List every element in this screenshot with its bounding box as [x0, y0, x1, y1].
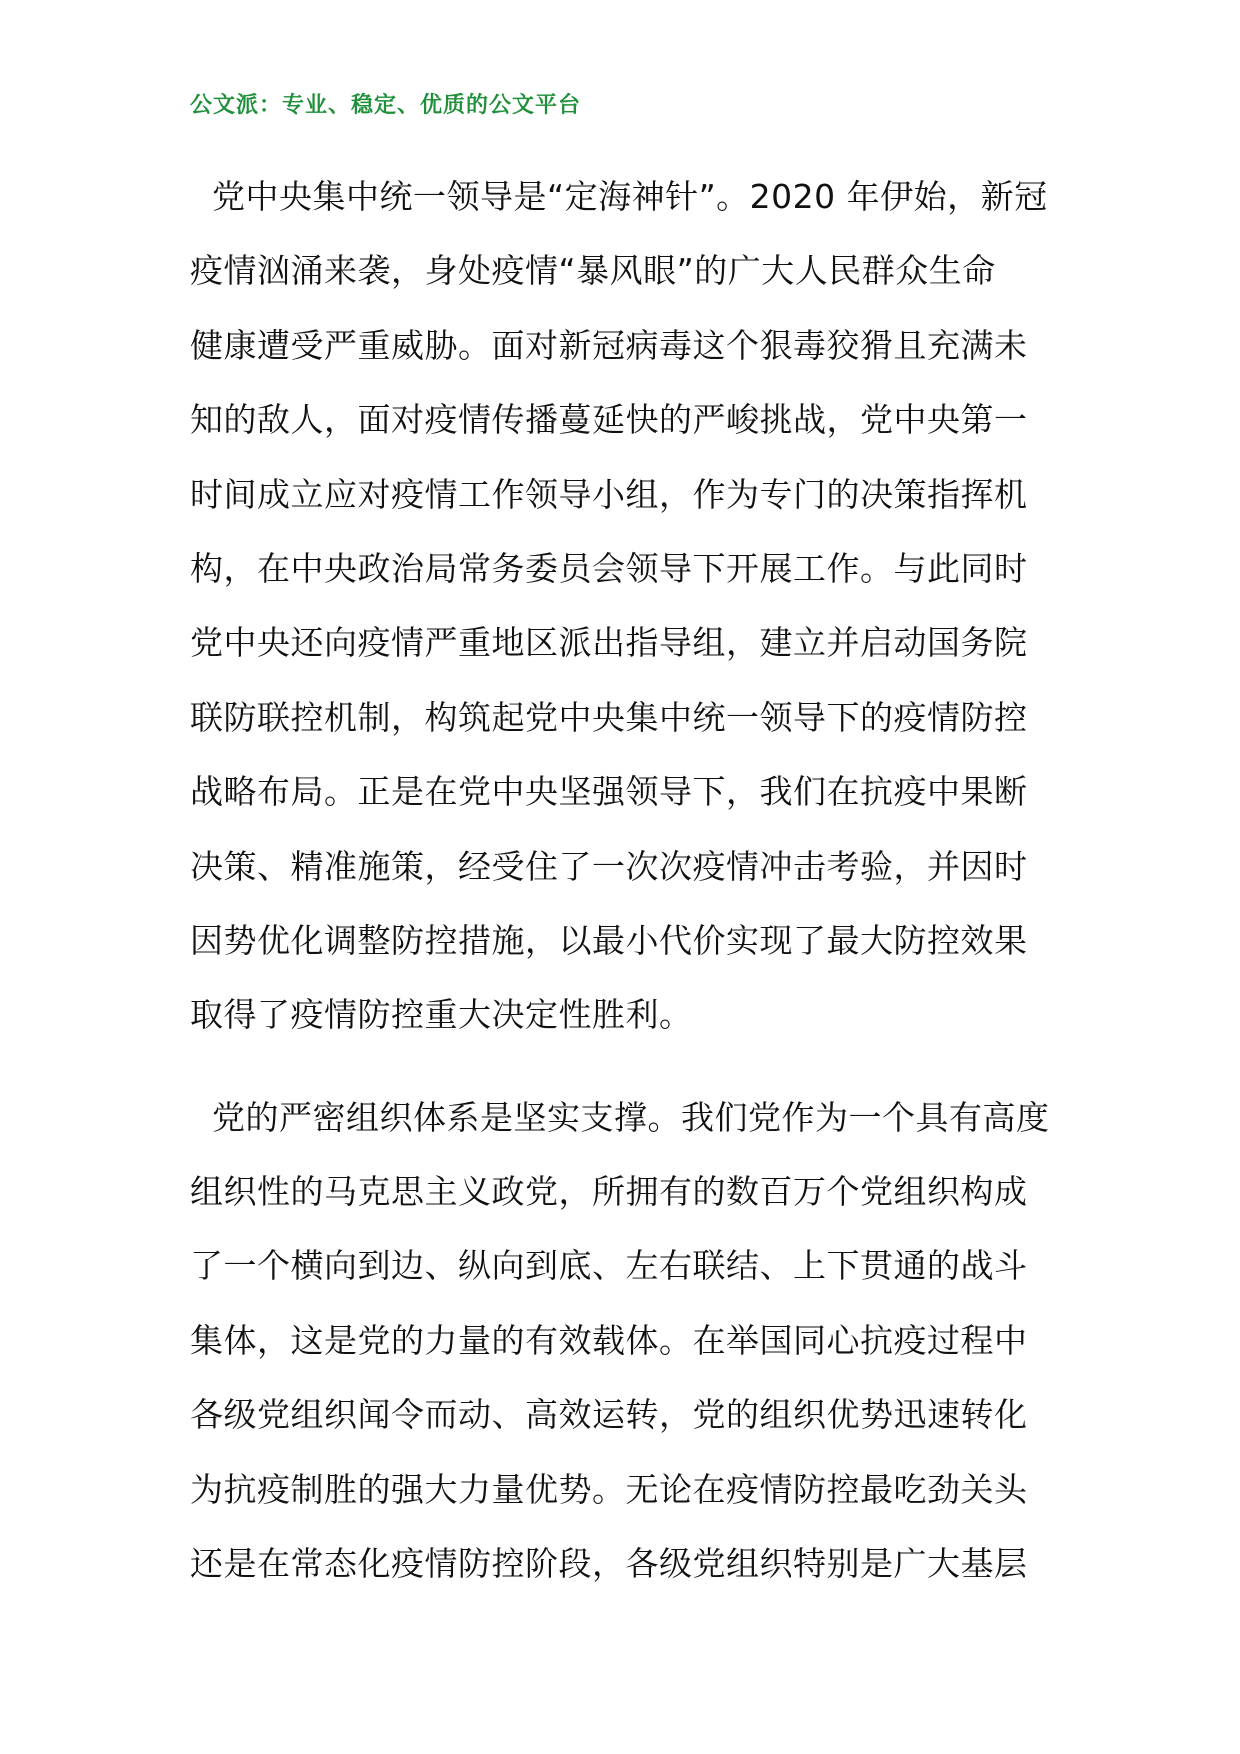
paragraph-1 [190, 160, 1050, 1053]
text-line: 为抗疫制胜的强大力量优势。无论在疫情防控最吃劲关头 [190, 1469, 1028, 1509]
text-line: 取得了疫情防控重大决定性胜利。 [190, 995, 693, 1035]
text-line: 时间成立应对疫情工作领导小组，作为专门的决策指挥机 [190, 474, 1028, 514]
text-line: 构，在中央政治局常务委员会领导下开展工作。与此同时 [190, 548, 1028, 588]
text-line: 因势优化调整防控措施，以最小代价实现了最大防控效果 [190, 920, 1028, 960]
text-line: 党中央集中统一领导是“定海神针”。2020 年伊始，新冠 [190, 177, 1048, 216]
text-line: 还是在常态化疫情防控阶段，各级党组织特别是广大基层 [190, 1544, 1028, 1584]
paragraph-2 [190, 1081, 1050, 1602]
text-line: 党中央还向疫情严重地区派出指导组，建立并启动国务院 [190, 623, 1028, 663]
text-line: 各级党组织闻令而动、高效运转，党的组织优势迅速转化 [190, 1395, 1028, 1435]
site-header-title: 公文派：专业、稳定、优质的公文平台 [190, 93, 582, 118]
text-line: 决策、精准施策，经受住了一次次疫情冲击考验，并因时 [190, 846, 1028, 886]
text-line: 集体，这是党的力量的有效载体。在举国同心抗疫过程中 [190, 1320, 1028, 1360]
text-line: 知的敌人，面对疫情传播蔓延快的严峻挑战，党中央第一 [190, 400, 1028, 440]
text-line: 组织性的马克思主义政党，所拥有的数百万个党组织构成 [190, 1172, 1028, 1212]
text-line: 战略布局。正是在党中央坚强领导下，我们在抗疫中果断 [190, 772, 1028, 812]
text-line: 健康遭受严重威胁。面对新冠病毒这个狠毒狡猾且充满未 [190, 325, 1028, 365]
text-line: 疫情汹涌来袭，身处疫情“暴风眼”的广大人民群众生命 [190, 251, 996, 291]
text-line: 党的严密组织体系是坚实支撑。我们党作为一个具有高度 [190, 1097, 1050, 1137]
document-body [190, 160, 1050, 1601]
text-line: 了一个横向到边、纵向到底、左右联结、上下贯通的战斗 [190, 1246, 1028, 1286]
text-line: 联防联控机制，构筑起党中央集中统一领导下的疫情防控 [190, 697, 1028, 737]
